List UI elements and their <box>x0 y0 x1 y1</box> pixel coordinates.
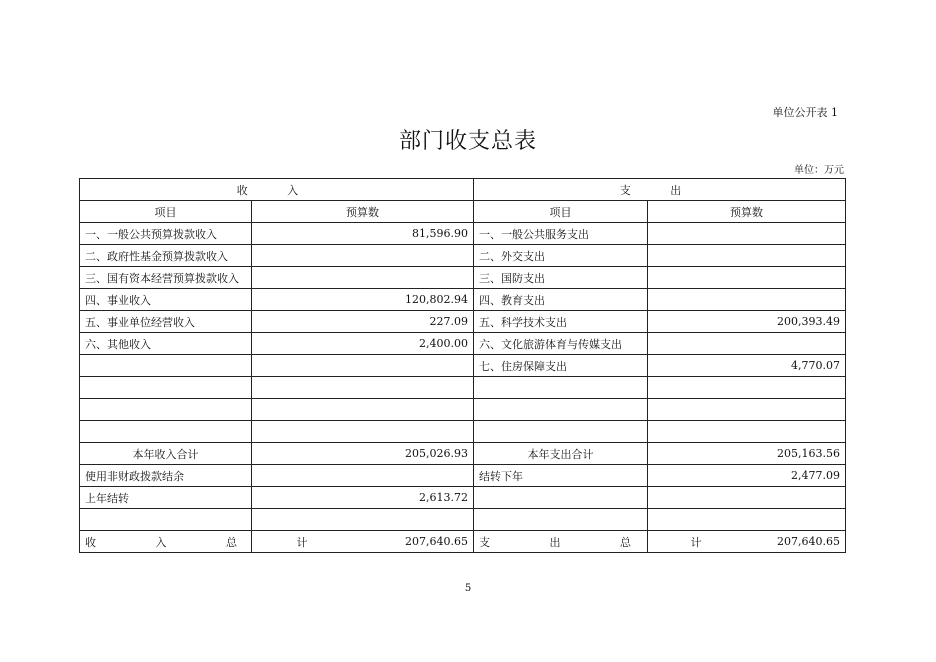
income-amount-cell <box>252 377 474 399</box>
income-amount-cell: 2,613.72 <box>252 487 474 509</box>
income-amount-cell <box>252 355 474 377</box>
income-item-cell <box>80 399 252 421</box>
income-item-cell: 三、国有资本经营预算拨款收入 <box>80 267 252 289</box>
income-item-cell: 上年结转 <box>80 487 252 509</box>
budget-summary-table <box>79 178 846 553</box>
income-section-header: 收 入 <box>80 179 474 201</box>
expense-amount-cell <box>648 377 846 399</box>
expense-item-cell: 结转下年 <box>474 465 648 487</box>
expense-total-label: 支 出 总 计 <box>474 531 648 553</box>
grand-total-row <box>80 531 846 553</box>
expense-item-header: 项目 <box>474 201 648 223</box>
table-row <box>80 355 846 377</box>
expense-item-cell: 三、国防支出 <box>474 267 648 289</box>
income-amount-cell <box>252 465 474 487</box>
table-row <box>80 267 846 289</box>
income-amount-cell: 81,596.90 <box>252 223 474 245</box>
expense-budget-header: 预算数 <box>648 201 846 223</box>
expense-amount-cell <box>648 421 846 443</box>
expense-amount-cell <box>648 399 846 421</box>
income-item-cell: 六、其他收入 <box>80 333 252 355</box>
table-row <box>80 311 846 333</box>
income-item-cell <box>80 509 252 531</box>
expense-amount-cell <box>648 289 846 311</box>
income-item-cell <box>80 421 252 443</box>
expense-item-cell: 一、一般公共服务支出 <box>474 223 648 245</box>
income-subtotal-amount: 205,026.93 <box>252 443 474 465</box>
expense-amount-cell <box>648 487 846 509</box>
unit-label: 单位：万元 <box>794 165 844 176</box>
section-header-row <box>80 179 846 201</box>
table-row <box>80 245 846 267</box>
income-item-cell: 四、事业收入 <box>80 289 252 311</box>
expense-item-cell <box>474 487 648 509</box>
income-item-cell <box>80 355 252 377</box>
expense-item-cell: 四、教育支出 <box>474 289 648 311</box>
income-amount-cell <box>252 421 474 443</box>
page-title: 部门收支总表 <box>398 129 537 154</box>
income-item-cell: 一、一般公共预算拨款收入 <box>80 223 252 245</box>
expense-amount-cell: 4,770.07 <box>648 355 846 377</box>
table-row <box>80 509 846 531</box>
form-number: 单位公开表 1 <box>772 106 838 119</box>
expense-item-cell: 二、外交支出 <box>474 245 648 267</box>
income-item-cell <box>80 377 252 399</box>
income-total-label: 收 入 总 计 <box>80 531 252 553</box>
expense-amount-cell <box>648 267 846 289</box>
income-item-cell: 五、事业单位经营收入 <box>80 311 252 333</box>
expense-item-cell: 七、住房保障支出 <box>474 355 648 377</box>
expense-subtotal-amount: 205,163.56 <box>648 443 846 465</box>
table-row <box>80 421 846 443</box>
expense-item-cell: 五、科学技术支出 <box>474 311 648 333</box>
subtotal-row <box>80 443 846 465</box>
expense-item-cell <box>474 399 648 421</box>
income-item-cell: 二、政府性基金预算拨款收入 <box>80 245 252 267</box>
income-subtotal-label: 本年收入合计 <box>80 443 252 465</box>
table-row <box>80 399 846 421</box>
expense-section-header: 支 出 <box>474 179 846 201</box>
table-row <box>80 333 846 355</box>
income-amount-cell: 227.09 <box>252 311 474 333</box>
income-amount-cell <box>252 399 474 421</box>
expense-item-cell <box>474 377 648 399</box>
expense-amount-cell: 2,477.09 <box>648 465 846 487</box>
expense-amount-cell: 200,393.49 <box>648 311 846 333</box>
expense-item-cell <box>474 421 648 443</box>
income-amount-cell <box>252 509 474 531</box>
income-amount-cell <box>252 267 474 289</box>
income-amount-cell: 120,802.94 <box>252 289 474 311</box>
table-row <box>80 223 846 245</box>
income-amount-cell <box>252 245 474 267</box>
table-row <box>80 487 846 509</box>
expense-item-cell: 六、文化旅游体育与传媒支出 <box>474 333 648 355</box>
expense-total-amount: 207,640.65 <box>648 531 846 553</box>
expense-amount-cell <box>648 245 846 267</box>
expense-item-cell <box>474 509 648 531</box>
expense-amount-cell <box>648 509 846 531</box>
income-total-amount: 207,640.65 <box>252 531 474 553</box>
table-row <box>80 465 846 487</box>
income-amount-cell: 2,400.00 <box>252 333 474 355</box>
page-number: 5 <box>464 583 472 594</box>
expense-amount-cell <box>648 223 846 245</box>
table-row <box>80 377 846 399</box>
income-budget-header: 预算数 <box>252 201 474 223</box>
expense-amount-cell <box>648 333 846 355</box>
expense-subtotal-label: 本年支出合计 <box>474 443 648 465</box>
income-item-header: 项目 <box>80 201 252 223</box>
table-row <box>80 289 846 311</box>
column-header-row <box>80 201 846 223</box>
income-item-cell: 使用非财政拨款结余 <box>80 465 252 487</box>
